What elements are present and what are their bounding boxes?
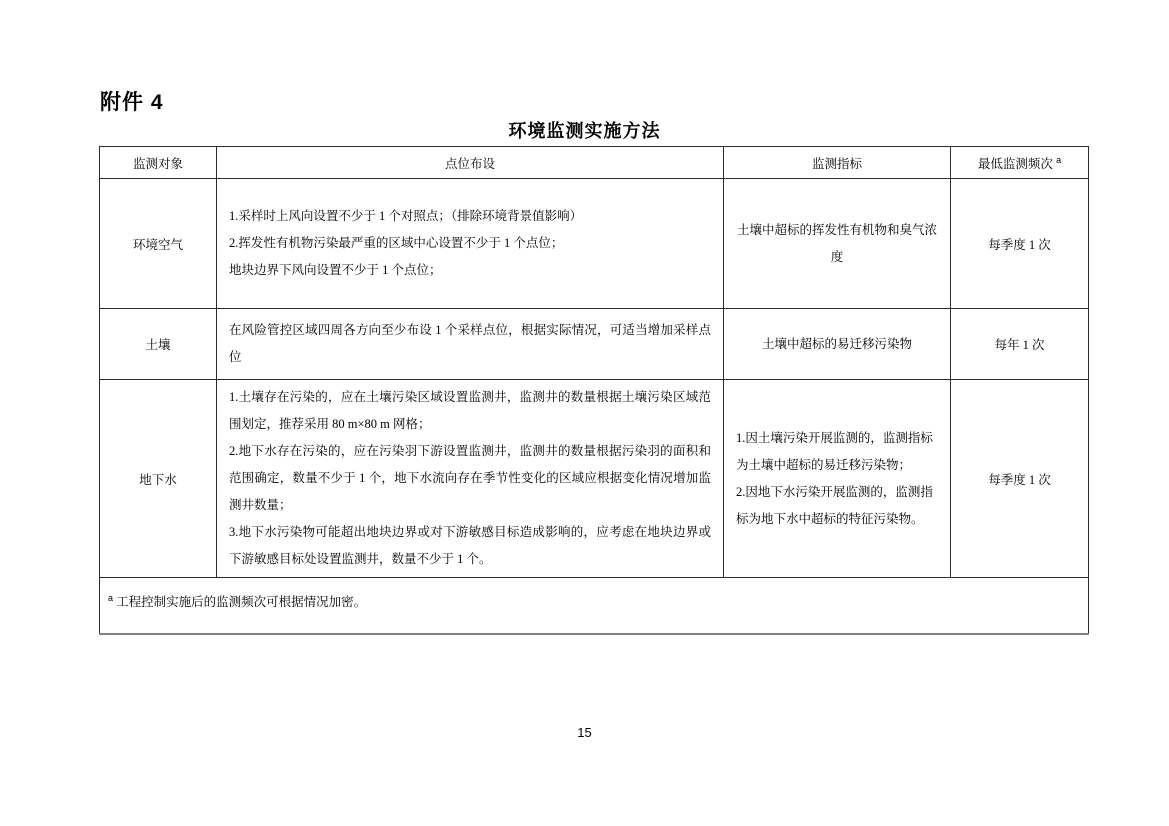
cell-indicators-groundwater — [724, 380, 951, 578]
layout-line: 地块边界下风向设置不少于 1 个点位； — [229, 263, 442, 277]
layout-line: 在风险管控区域四周各方向至少布设 1 个采样点位，根据实际情况，可适当增加采样点位 — [229, 323, 711, 364]
footnote-marker: a — [108, 593, 114, 604]
layout-line: 1.土壤存在污染的，应在土壤污染区域设置监测井，监测井的数量根据土壤污染区域范围划定，推荐采用 80 m×80 m 网格； — [229, 390, 711, 431]
cell-object-ambient-air: 环境空气 — [100, 179, 217, 309]
table-header-row — [100, 147, 1089, 179]
monitoring-methods-table — [99, 146, 1089, 635]
cell-layout-groundwater — [217, 380, 724, 578]
footnote-text: 工程控制实施后的监测频次可根据情况加密。 — [116, 595, 367, 610]
cell-frequency-groundwater: 每季度 1 次 — [951, 380, 1089, 578]
indicator-line: 土壤中超标的挥发性有机物和臭气浓度 — [736, 222, 937, 264]
column-header-monitoring-indicators: 监测指标 — [724, 147, 951, 179]
cell-frequency-soil: 每年 1 次 — [951, 309, 1089, 380]
table-footnote-cell — [100, 578, 1089, 634]
layout-line: 3.地下水污染物可能超出地块边界或对下游敏感目标造成影响的，应考虑在地块边界或下游敏感目标处设置监测井，数量不少于 1 个。 — [229, 525, 711, 566]
column-header-monitoring-object: 监测对象 — [100, 147, 217, 179]
attachment-label: 附件 4 — [100, 91, 164, 114]
cell-indicators-ambient-air — [724, 179, 951, 309]
column-header-point-layout: 点位布设 — [217, 147, 724, 179]
table-row-ambient-air — [100, 179, 1089, 309]
indicator-line: 2.因地下水污染开展监测的，监测指标为地下水中超标的特征污染物。 — [736, 484, 933, 526]
cell-object-soil: 土壤 — [100, 309, 217, 380]
cell-frequency-ambient-air: 每季度 1 次 — [951, 179, 1089, 309]
cell-object-groundwater: 地下水 — [100, 380, 217, 578]
frequency-footnote-marker: a — [1056, 154, 1062, 165]
column-header-minimum-frequency-label: 最低监测频次 — [977, 156, 1053, 171]
layout-line: 1.采样时上风向设置不少于 1 个对照点；（排除环境背景值影响） — [229, 209, 583, 223]
layout-line: 2.挥发性有机物污染最严重的区域中心设置不少于 1 个点位； — [229, 236, 564, 250]
cell-layout-soil — [217, 309, 724, 380]
table-row-soil — [100, 309, 1089, 380]
page-number: 15 — [577, 725, 592, 740]
cell-indicators-soil — [724, 309, 951, 380]
table-row-groundwater — [100, 380, 1089, 578]
table-footnote-row — [100, 578, 1089, 634]
page-title: 环境监测实施方法 — [508, 121, 661, 141]
column-header-minimum-frequency — [951, 147, 1089, 179]
indicator-line: 1.因土壤污染开展监测的，监测指标为土壤中超标的易迁移污染物； — [736, 430, 933, 472]
layout-line: 2.地下水存在污染的，应在污染羽下游设置监测井，监测井的数量根据污染羽的面积和范围确定，数量不少于 1 个，地下水流向存在季节性变化的区域应根据变化情况增加监测井数量； — [229, 444, 711, 512]
cell-layout-ambient-air — [217, 179, 724, 309]
indicator-line: 土壤中超标的易迁移污染物 — [761, 336, 912, 351]
